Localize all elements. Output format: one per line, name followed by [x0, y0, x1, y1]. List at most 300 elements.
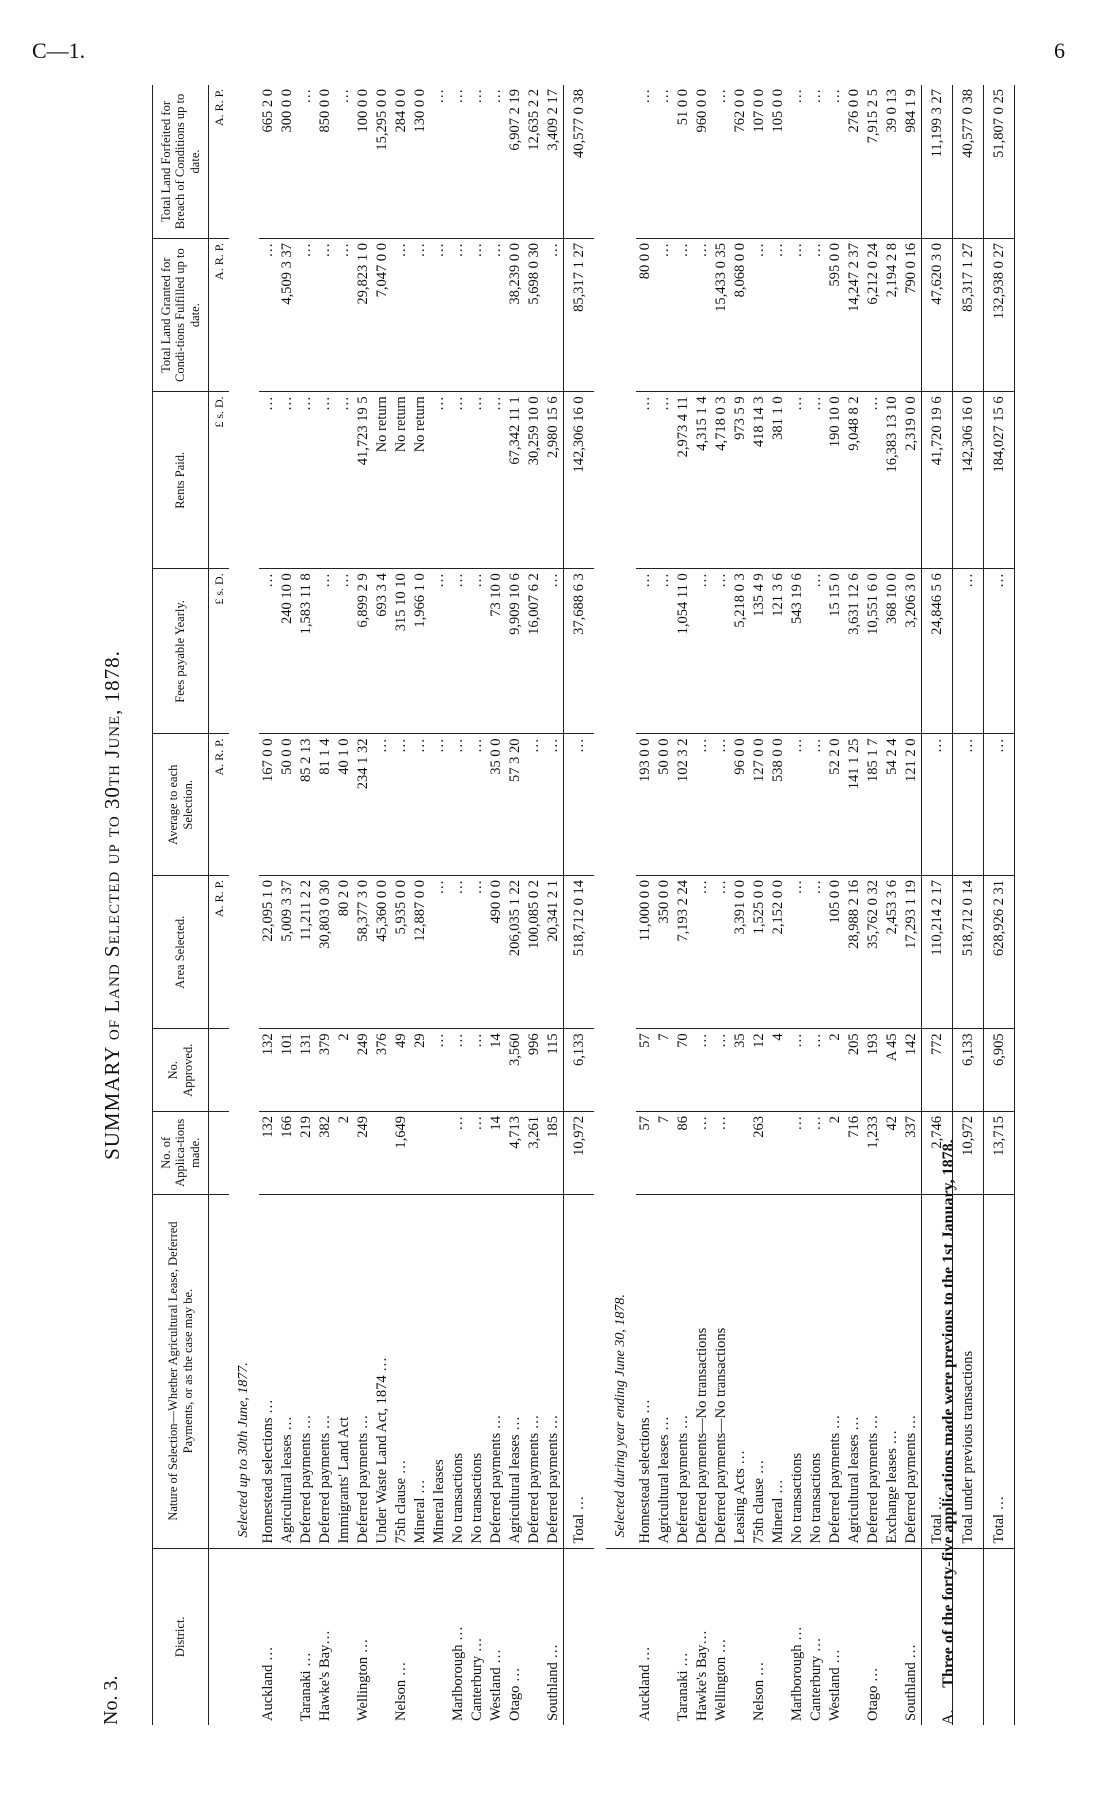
table-cell: 102 3 2	[674, 734, 693, 876]
table-cell: …	[807, 392, 826, 569]
table-cell: …	[655, 392, 674, 569]
table-cell: 39 0 13	[883, 85, 902, 238]
table-cell: …	[864, 392, 883, 569]
table-cell: 10,972	[564, 1112, 595, 1195]
table-cell: …	[430, 392, 449, 569]
table-cell: Deferred payments …	[297, 1194, 316, 1548]
table-cell: …	[487, 85, 506, 238]
table-cell: Nelson …	[393, 1661, 410, 1721]
table-cell: No return	[373, 392, 392, 569]
table-cell: 29,823 1 0	[354, 238, 373, 391]
table-cell: 790 0 16	[902, 238, 922, 391]
table-cell: …	[430, 734, 449, 876]
table-cell: Hawke's Bay…	[694, 1630, 711, 1721]
table-cell: …	[953, 734, 984, 876]
table-cell: 85,317 1 27	[564, 238, 595, 391]
rotated-table-stage	[100, 85, 1007, 1725]
table-cell: …	[392, 734, 411, 876]
table-cell: 6,212 0 24	[864, 238, 883, 391]
table-cell: …	[807, 85, 826, 238]
table-cell: 49	[392, 1029, 411, 1112]
table-cell: 6,905	[984, 1029, 1015, 1112]
table-cell: Deferred payments—No transactions	[693, 1194, 712, 1548]
table-cell	[731, 1548, 750, 1725]
table-cell: …	[655, 238, 674, 391]
table-cell: …	[750, 238, 769, 391]
table-cell: 15 15 0	[826, 569, 845, 734]
table-cell: 29	[411, 1029, 430, 1112]
table-cell: …	[430, 876, 449, 1029]
table-cell: 30,803 0 30	[316, 876, 335, 1029]
table-cell: 45,360 0 0	[373, 876, 392, 1029]
table-cell: 490 0 0	[487, 876, 506, 1029]
table-row	[845, 85, 864, 1725]
table-cell: …	[449, 1112, 468, 1195]
table-body	[209, 85, 1015, 1725]
table-cell: No return	[411, 392, 430, 569]
table-row	[259, 85, 278, 1725]
table-cell: …	[449, 1029, 468, 1112]
table-cell: 1,966 1 0	[411, 569, 430, 734]
table-cell: 6,133	[564, 1029, 595, 1112]
table-cell: Deferred payments …	[544, 1194, 564, 1548]
table-cell: 86	[674, 1112, 693, 1195]
table-cell: …	[788, 1112, 807, 1195]
table-cell: …	[430, 238, 449, 391]
table-cell: 7,047 0 0	[373, 238, 392, 391]
table-cell: Marlborough …	[450, 1626, 467, 1721]
table-cell: …	[788, 85, 807, 238]
table-cell: 4,713	[506, 1112, 525, 1195]
table-row	[712, 85, 731, 1725]
spacer-cell	[594, 85, 606, 1725]
table-row	[788, 85, 807, 1725]
table-cell: Taranaki …	[298, 1652, 315, 1721]
table-cell: 35 0 0	[487, 734, 506, 876]
table-cell: …	[655, 85, 674, 238]
table-cell: Total under previous transactions	[953, 1194, 984, 1548]
table-cell: …	[335, 569, 354, 734]
table-cell: Otago …	[507, 1667, 524, 1721]
table-cell: 51 0 0	[674, 85, 693, 238]
table-cell: 167 0 0	[259, 734, 278, 876]
table-cell: 10,972	[953, 1112, 984, 1195]
table-cell: …	[674, 238, 693, 391]
table-cell: 3,409 2 17	[544, 85, 564, 238]
table-cell: …	[335, 85, 354, 238]
table-cell: …	[259, 392, 278, 569]
table-cell: 205	[845, 1029, 864, 1112]
table-cell: 538 0 0	[769, 734, 788, 876]
table-row	[826, 85, 845, 1725]
table-cell: 5,935 0 0	[392, 876, 411, 1029]
grand-total-row	[984, 85, 1015, 1725]
table-cell: 14	[487, 1029, 506, 1112]
table-cell: Agricultural leases …	[845, 1194, 864, 1548]
table-cell: …	[449, 876, 468, 1029]
table-cell: Deferred payments …	[826, 1194, 845, 1548]
table-cell: 193	[864, 1029, 883, 1112]
table-cell: 249	[354, 1029, 373, 1112]
table-cell: 54 2 4	[883, 734, 902, 876]
table-cell: Deferred payments …	[674, 1194, 693, 1548]
table-cell: Deferred payments …	[487, 1194, 506, 1548]
table-cell: 11,211 2 2	[297, 876, 316, 1029]
table-cell	[229, 1548, 259, 1725]
table-cell: …	[693, 238, 712, 391]
table-cell: …	[807, 569, 826, 734]
table-cell: Canterbury …	[808, 1637, 825, 1721]
table-row	[430, 85, 449, 1725]
table-cell	[731, 1112, 750, 1195]
table-cell: …	[544, 734, 564, 876]
table-cell	[769, 1548, 788, 1725]
table-cell: …	[335, 392, 354, 569]
table-cell: 50 0 0	[655, 734, 674, 876]
table-row	[487, 85, 506, 1725]
table-cell: 9,048 8 2	[845, 392, 864, 569]
table-cell: 40,577 0 38	[564, 85, 595, 238]
table-cell: Westland …	[827, 1649, 844, 1721]
table-cell: …	[807, 1112, 826, 1195]
table-cell: …	[449, 85, 468, 238]
footnote	[940, 1139, 958, 1725]
table-cell: 11,000 0 0	[636, 876, 655, 1029]
table-cell: 57 3 20	[506, 734, 525, 876]
table-cell: …	[693, 876, 712, 1029]
table-cell: …	[788, 734, 807, 876]
table-cell: …	[449, 569, 468, 734]
table-cell: Deferred payments …	[316, 1194, 335, 1548]
table-cell: …	[984, 734, 1015, 876]
table-cell: 67,342 11 1	[506, 392, 525, 569]
table-cell	[430, 1548, 449, 1725]
table-row	[468, 85, 487, 1725]
table-cell: 14,247 2 37	[845, 238, 864, 391]
table-cell	[373, 1112, 392, 1195]
table-cell: Agricultural leases …	[655, 1194, 674, 1548]
table-cell: 135 4 9	[750, 569, 769, 734]
table-cell	[411, 1112, 430, 1195]
page-code: C—1.	[32, 38, 86, 63]
table-cell: 381 1 0	[769, 392, 788, 569]
table-cell: …	[468, 569, 487, 734]
table-cell: 518,712 0 14	[953, 876, 984, 1029]
table-cell: …	[430, 85, 449, 238]
table-row	[883, 85, 902, 1725]
table-cell: …	[373, 734, 392, 876]
table-row	[278, 85, 297, 1725]
table-cell: No transactions	[788, 1194, 807, 1548]
table-cell: Agricultural leases …	[506, 1194, 525, 1548]
table-cell: A. R. P.	[209, 734, 230, 876]
table-cell	[525, 1548, 544, 1725]
table-cell: 2	[335, 1029, 354, 1112]
section-heading: Selected up to 30th June, 1877.	[229, 85, 259, 1548]
table-cell: …	[712, 1029, 731, 1112]
table-cell	[883, 1548, 902, 1725]
table-cell: …	[693, 734, 712, 876]
table-cell: …	[468, 238, 487, 391]
table-cell: 14	[487, 1112, 506, 1195]
table-cell: 7	[655, 1029, 674, 1112]
table-cell: 142,306 16 0	[564, 392, 595, 569]
table-cell: 13,715	[984, 1112, 1015, 1195]
table-cell: A. R. P.	[209, 238, 230, 391]
page-title	[100, 85, 125, 1725]
table-cell: Nelson …	[751, 1661, 768, 1721]
table-cell: …	[449, 392, 468, 569]
spacer-row	[594, 85, 606, 1725]
table-cell: 8,068 0 0	[731, 238, 750, 391]
table-cell: …	[411, 238, 430, 391]
table-cell: No transactions	[807, 1194, 826, 1548]
table-cell: 12,887 0 0	[411, 876, 430, 1029]
table-cell: …	[564, 734, 595, 876]
table-cell: 9,909 10 6	[506, 569, 525, 734]
table-row	[693, 85, 712, 1725]
table-cell: 240 10 0	[278, 569, 297, 734]
table-cell: 58,377 3 0	[354, 876, 373, 1029]
table-cell: …	[636, 85, 655, 238]
table-row	[449, 85, 468, 1725]
table-cell	[411, 1548, 430, 1725]
table-cell: …	[297, 85, 316, 238]
table-cell: …	[712, 85, 731, 238]
table-cell: …	[430, 1029, 449, 1112]
table-cell: A. R. P.	[209, 876, 230, 1029]
table-cell: …	[468, 1029, 487, 1112]
table-cell: 2	[826, 1029, 845, 1112]
page-number: 6	[1054, 38, 1065, 63]
table-cell: …	[525, 734, 544, 876]
table-cell	[209, 1548, 230, 1725]
table-cell: 2,746	[922, 1112, 953, 1195]
table-cell: 11,199 3 27	[922, 85, 953, 238]
table-cell: …	[712, 734, 731, 876]
table-cell: 376	[373, 1029, 392, 1112]
column-header: No. of Applica-tions made.	[153, 1112, 209, 1195]
table-cell: 6,907 2 19	[506, 85, 525, 238]
table-cell: 418 14 3	[750, 392, 769, 569]
table-row	[731, 85, 750, 1725]
table-cell: …	[430, 569, 449, 734]
table-cell: 219	[297, 1112, 316, 1195]
table-cell: 110,214 2 17	[922, 876, 953, 1029]
table-cell: 2	[826, 1112, 845, 1195]
table-cell: 38,239 0 0	[506, 238, 525, 391]
section-heading-row	[606, 85, 636, 1725]
table-cell: …	[316, 392, 335, 569]
table-cell	[209, 1112, 230, 1195]
table-cell: …	[636, 569, 655, 734]
table-cell: 50 0 0	[278, 734, 297, 876]
table-cell: …	[922, 734, 953, 876]
table-row	[373, 85, 392, 1725]
table-cell: 249	[354, 1112, 373, 1195]
table-row	[864, 85, 883, 1725]
table-cell: …	[693, 1029, 712, 1112]
table-cell: …	[468, 85, 487, 238]
table-cell: …	[449, 238, 468, 391]
table-cell: 762 0 0	[731, 85, 750, 238]
table-row	[902, 85, 922, 1725]
table-cell: …	[468, 876, 487, 1029]
table-cell: …	[712, 876, 731, 1029]
table-cell: …	[807, 734, 826, 876]
table-cell: 75th clause …	[392, 1194, 411, 1548]
table-cell: Wellington …	[355, 1638, 372, 1721]
table-cell	[564, 1548, 595, 1725]
table-cell: 996	[525, 1029, 544, 1112]
table-cell: £ s. D.	[209, 392, 230, 569]
table-cell: …	[335, 238, 354, 391]
table-cell: 6,899 2 9	[354, 569, 373, 734]
table-cell: 51,807 0 25	[984, 85, 1015, 238]
table-cell: 142,306 16 0	[953, 392, 984, 569]
table-cell: 107 0 0	[750, 85, 769, 238]
table-cell: Mineral leases	[430, 1194, 449, 1548]
table-cell: …	[544, 238, 564, 391]
table-cell: Leasing Acts …	[731, 1194, 750, 1548]
table-cell: 3,560	[506, 1029, 525, 1112]
table-cell: Agricultural leases …	[278, 1194, 297, 1548]
table-cell: 105 0 0	[769, 85, 788, 238]
table-cell: 337	[902, 1112, 922, 1195]
table-cell: 850 0 0	[316, 85, 335, 238]
column-header: Area Selected.	[153, 876, 209, 1029]
table-cell: 693 3 4	[373, 569, 392, 734]
table-cell: …	[259, 238, 278, 391]
table-cell: …	[487, 238, 506, 391]
table-cell: 30,259 10 0	[525, 392, 544, 569]
table-cell: …	[788, 876, 807, 1029]
column-header: Rents Paid.	[153, 392, 209, 569]
table-cell: 80 0 0	[636, 238, 655, 391]
table-cell: …	[984, 569, 1015, 734]
table-cell: …	[316, 238, 335, 391]
table-cell: 379	[316, 1029, 335, 1112]
table-cell: …	[297, 238, 316, 391]
table-cell: 41,720 19 6	[922, 392, 953, 569]
table-cell: 984 1 9	[902, 85, 922, 238]
column-header: No. Approved.	[153, 1029, 209, 1112]
table-cell: Taranaki …	[675, 1652, 692, 1721]
table-row	[636, 85, 655, 1725]
table-cell: 73 10 0	[487, 569, 506, 734]
table-cell: 234 1 32	[354, 734, 373, 876]
table-cell: …	[712, 1112, 731, 1195]
column-header: District.	[153, 1548, 209, 1725]
table-cell: …	[468, 1112, 487, 1195]
table-cell: …	[449, 734, 468, 876]
table-cell: 300 0 0	[278, 85, 297, 238]
table-cell: 628,926 2 31	[984, 876, 1015, 1029]
table-cell: …	[788, 238, 807, 391]
table-cell: 1,054 11 0	[674, 569, 693, 734]
table-cell: 127 0 0	[750, 734, 769, 876]
table-cell: …	[807, 238, 826, 391]
table-cell: …	[826, 85, 845, 238]
table-cell: …	[788, 1029, 807, 1112]
table-cell: 3,261	[525, 1112, 544, 1195]
section-heading-row	[229, 85, 259, 1725]
table-cell: 716	[845, 1112, 864, 1195]
table-cell: 2,973 4 11	[674, 392, 693, 569]
table-cell: 16,007 6 2	[525, 569, 544, 734]
table-cell: 4,509 3 37	[278, 238, 297, 391]
table-cell: …	[788, 392, 807, 569]
column-header: Total Land Granted for Condi-tions Fulfilled up to date.	[153, 238, 209, 391]
table-cell: 772	[922, 1029, 953, 1112]
table-row	[506, 85, 525, 1725]
table-cell: 7	[655, 1112, 674, 1195]
table-cell: 115	[544, 1029, 564, 1112]
table-cell: 131	[297, 1029, 316, 1112]
table-cell: 1,233	[864, 1112, 883, 1195]
table-cell: 100,085 0 2	[525, 876, 544, 1029]
table-cell: …	[297, 392, 316, 569]
table-cell: Westland …	[488, 1649, 505, 1721]
table-cell: 15,295 0 0	[373, 85, 392, 238]
table-row	[392, 85, 411, 1725]
table-cell: Immigrants' Land Act	[335, 1194, 354, 1548]
table-row	[297, 85, 316, 1725]
table-cell: 132	[259, 1029, 278, 1112]
column-header: Fees payable Yearly.	[153, 569, 209, 734]
footnote-text: Three of the forty-five applications made were previous to the 1st January, 1878.	[940, 1139, 957, 1688]
table-cell: 2,453 3 6	[883, 876, 902, 1029]
table-cell: No transactions	[449, 1194, 468, 1548]
table-cell: 543 19 6	[788, 569, 807, 734]
table-cell: 5,698 0 30	[525, 238, 544, 391]
table-cell: 4	[769, 1029, 788, 1112]
table-cell: Mineral …	[769, 1194, 788, 1548]
table-cell: 184,027 15 6	[984, 392, 1015, 569]
table-cell: 4,315 1 4	[693, 392, 712, 569]
table-cell: Total …	[564, 1194, 595, 1548]
table-cell: …	[693, 1112, 712, 1195]
table-cell: …	[693, 569, 712, 734]
table-cell: 518,712 0 14	[564, 876, 595, 1029]
table-cell: 382	[316, 1112, 335, 1195]
table-cell	[769, 1112, 788, 1195]
total-row	[564, 85, 595, 1725]
table-cell: 96 0 0	[731, 734, 750, 876]
table-cell: 350 0 0	[655, 876, 674, 1029]
table-cell	[845, 1548, 864, 1725]
table-cell: 40 1 0	[335, 734, 354, 876]
table-row	[807, 85, 826, 1725]
table-cell: 7,915 2 5	[864, 85, 883, 238]
table-cell: 41,723 19 5	[354, 392, 373, 569]
table-row	[411, 85, 430, 1725]
table-cell: 132,938 0 27	[984, 238, 1015, 391]
table-cell: Under Waste Land Act, 1874 …	[373, 1194, 392, 1548]
table-cell: 47,620 3 0	[922, 238, 953, 391]
table-cell: 2,152 0 0	[769, 876, 788, 1029]
units-row	[209, 85, 230, 1725]
table-cell: 7,193 2 24	[674, 876, 693, 1029]
table-cell: 35,762 0 32	[864, 876, 883, 1029]
table-cell: 42	[883, 1112, 902, 1195]
table-row	[354, 85, 373, 1725]
table-cell: 2	[335, 1112, 354, 1195]
table-cell: 75th clause …	[750, 1194, 769, 1548]
table-cell: …	[316, 569, 335, 734]
table-cell: 40,577 0 38	[953, 85, 984, 238]
table-cell: 190 10 0	[826, 392, 845, 569]
